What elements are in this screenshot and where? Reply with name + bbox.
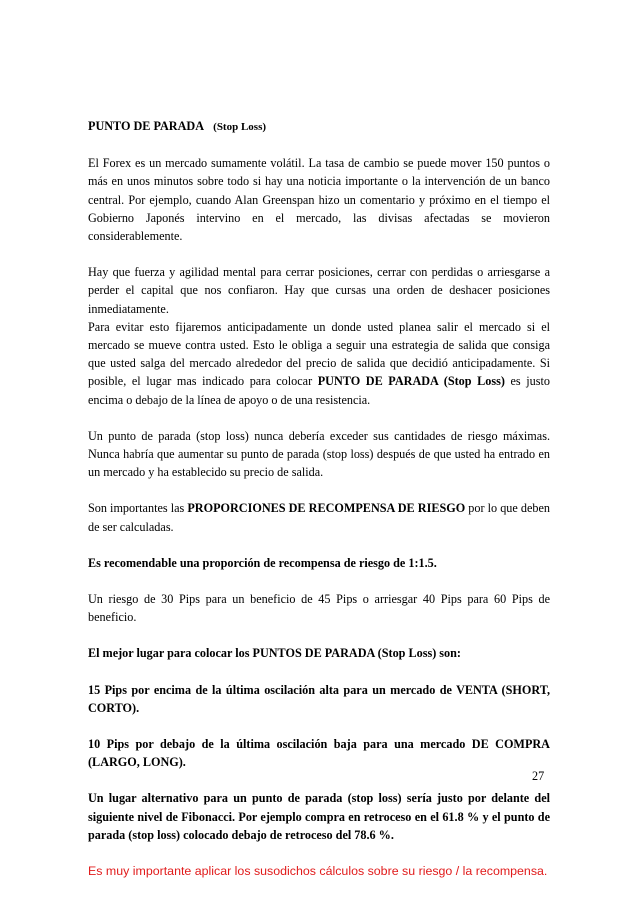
paragraph-short-rule: 15 Pips por encima de la última oscilación alta para un mercado de VENTA (SHORT, CORTO).: [88, 682, 550, 715]
exit-strategy-bold: PUNTO DE PARADA (Stop Loss): [317, 374, 505, 389]
exit-strategy-text-a: Para evitar esto fijaremos anticipadamente un donde usted planea salir el mercado si el mercado se mueve contra usted. Esto le obliga a seguir una estrategia de salida que consiga que usted salga del mercado alrededor del precio de salida que decidió anticipadamente. Si posible, el lugar mas indicado para colocar: [88, 319, 550, 389]
exit-strategy-text-b: es justo encima o debajo de la línea de apoyo o de una resistencia.: [88, 374, 550, 407]
risk-reward-text-a: Son importantes las: [88, 501, 188, 516]
paragraph-long-rule: 10 Pips por debajo de la última oscilación baja para una mercado DE COMPRA (LARGO, LONG).: [88, 737, 550, 770]
risk-reward-bold: PROPORCIONES DE RECOMPENSA DE RIESGO: [187, 501, 466, 516]
paragraph-fibonacci: Un lugar alternativo para un punto de parada (stop loss) sería justo por delante del siguiente nivel de Fibonacci. Por ejemplo compra en retroceso en el 61.8 % y el punto de parada (stop loss) colocado debajo de retroceso del 78.6 %.: [88, 791, 550, 842]
paragraph-risk-reward: [88, 499, 550, 535]
page-content: [88, 117, 550, 899]
heading-sub: (Stop Loss): [213, 121, 267, 133]
paragraph-important-note: Es muy importante aplicar los susodichos cálculos sobre su riesgo / la recompensa.: [88, 864, 548, 879]
paragraph-mental-agility: Hay que fuerza y agilidad mental para cerrar posiciones, cerrar con perdidas o arriesgarse a perder el capital que nos confiaron. Hay que cursas una orden de deshacer posiciones inmediatamente.: [88, 265, 550, 316]
paragraph-volatility: El Forex es un mercado sumamente volátil. La tasa de cambio se puede mover 150 puntos o más en unos minutos sobre todo si hay una noticia importante o la intervención de un banco central. Por ejemplo, cuando Alan Greenspan hizo un comentario y próximo en el tiempo el Gobierno Japonés intervino en el mercado, las divisas afectadas se movieron considerablemente.: [88, 156, 550, 244]
page-number: 27: [532, 769, 545, 783]
section-heading: [88, 117, 550, 136]
paragraph-pips-example: Un riesgo de 30 Pips para un beneficio de 45 Pips o arriesgar 40 Pips para 60 Pips de beneficio.: [88, 592, 550, 625]
paragraph-max-risk: Un punto de parada (stop loss) nunca debería exceder sus cantidades de riesgo máximas. Nunca habría que aumentar su punto de parada (stop loss) después de que usted ha entrado en un mercado y ha establecido su precio de salida.: [88, 428, 550, 480]
paragraph-best-places: El mejor lugar para colocar los PUNTOS DE PARADA (Stop Loss) son:: [88, 646, 461, 661]
paragraph-ratio: Es recomendable una proporción de recompensa de riesgo de 1:1.5.: [88, 555, 437, 570]
paragraph-exit-strategy: [88, 318, 550, 409]
risk-reward-text-b: por lo que deben de ser calculadas.: [88, 501, 550, 534]
heading-main: PUNTO DE PARADA: [88, 119, 205, 133]
